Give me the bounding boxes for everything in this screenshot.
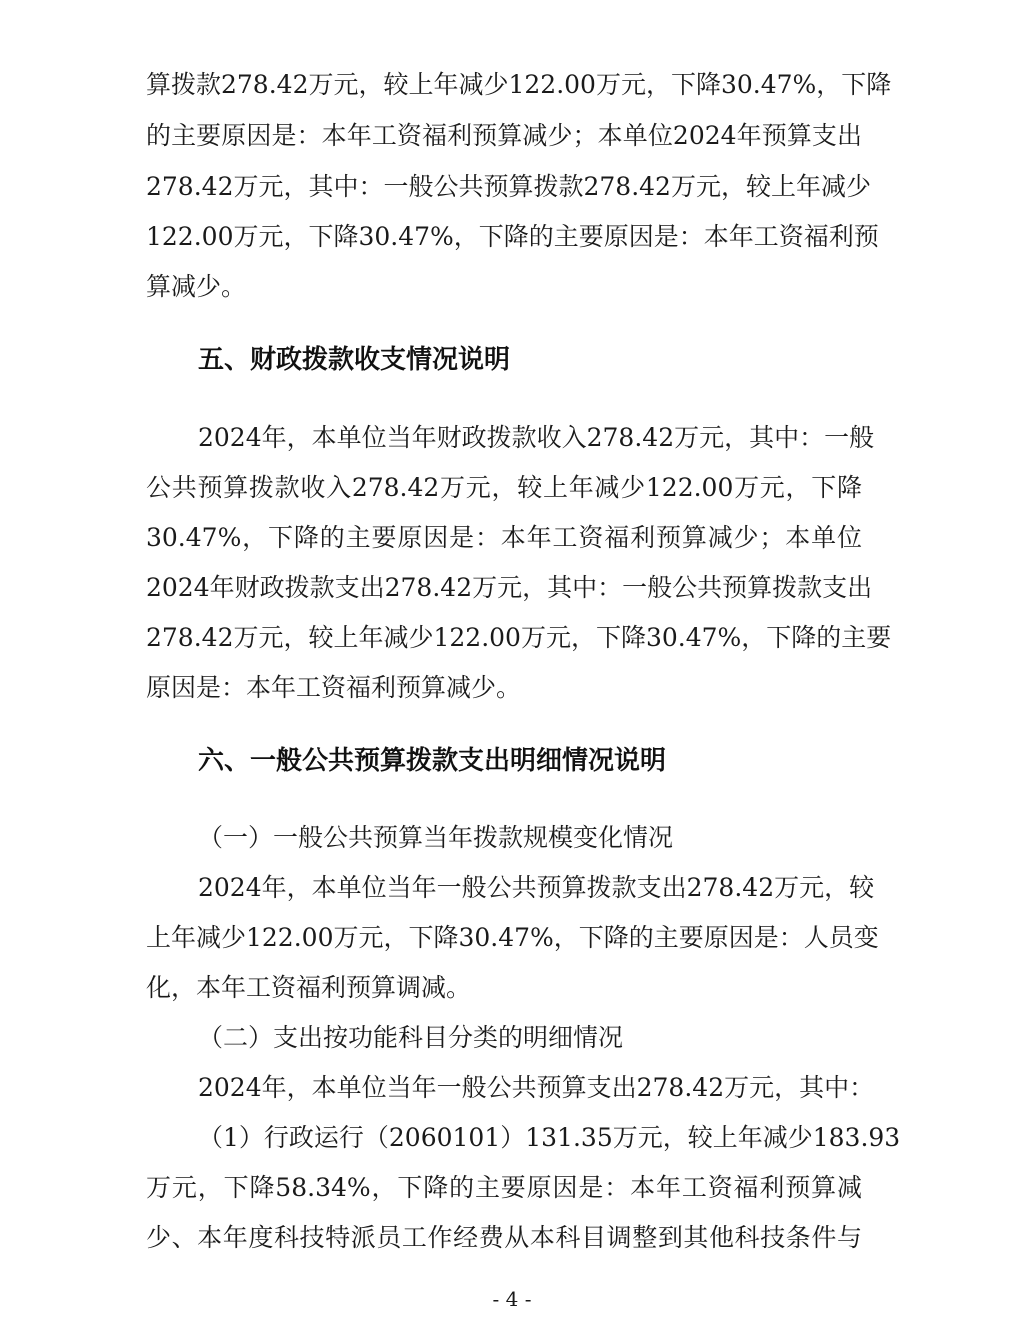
text-line: 2024年，本单位当年一般公共预算支出278.42万元，其中： — [198, 1073, 875, 1102]
section-heading: 五、财政拨款收支情况说明 — [198, 345, 511, 375]
text-line: 2024年，本单位当年财政拨款收入278.42万元，其中：一般 — [198, 423, 875, 452]
text-line: 30.47%，下降的主要原因是：本年工资福利预算减少；本单位 — [146, 523, 862, 552]
text-line: 2024年财政拨款支出278.42万元，其中：一般公共预算拨款支出 — [146, 573, 873, 602]
page-number: - 4 - — [492, 1287, 532, 1311]
text-line: 上年减少122.00万元，下降30.47%，下降的主要原因是：人员变 — [146, 923, 879, 952]
subsection-title: （一）一般公共预算当年拨款规模变化情况 — [198, 823, 674, 852]
text-line: 原因是：本年工资福利预算减少。 — [146, 673, 522, 702]
text-line: 算拨款278.42万元，较上年减少122.00万元，下降30.47%，下降 — [146, 70, 892, 99]
text-line: 算减少。 — [146, 272, 247, 301]
text-line: 2024年，本单位当年一般公共预算拨款支出278.42万元，较 — [198, 873, 875, 902]
text-line: 122.00万元，下降30.47%，下降的主要原因是：本年工资福利预 — [146, 222, 879, 251]
text-line: 公共预算拨款收入278.42万元，较上年减少122.00万元，下降 — [146, 473, 862, 502]
section-heading: 六、一般公共预算拨款支出明细情况说明 — [198, 746, 667, 776]
text-line: 的主要原因是：本年工资福利预算减少；本单位2024年预算支出 — [146, 121, 862, 150]
text-line: （1）行政运行（2060101）131.35万元，较上年减少183.93 — [198, 1123, 901, 1152]
text-line: 化，本年工资福利预算调减。 — [146, 973, 472, 1002]
text-line: 少、本年度科技特派员工作经费从本科目调整到其他科技条件与 — [146, 1223, 862, 1252]
subsection-title: （二）支出按功能科目分类的明细情况 — [198, 1023, 624, 1052]
text-line: 万元，下降58.34%，下降的主要原因是：本年工资福利预算减 — [146, 1173, 862, 1202]
text-line: 278.42万元，较上年减少122.00万元，下降30.47%，下降的主要 — [146, 623, 892, 652]
text-line: 278.42万元，其中：一般公共预算拨款278.42万元，较上年减少 — [146, 172, 871, 201]
